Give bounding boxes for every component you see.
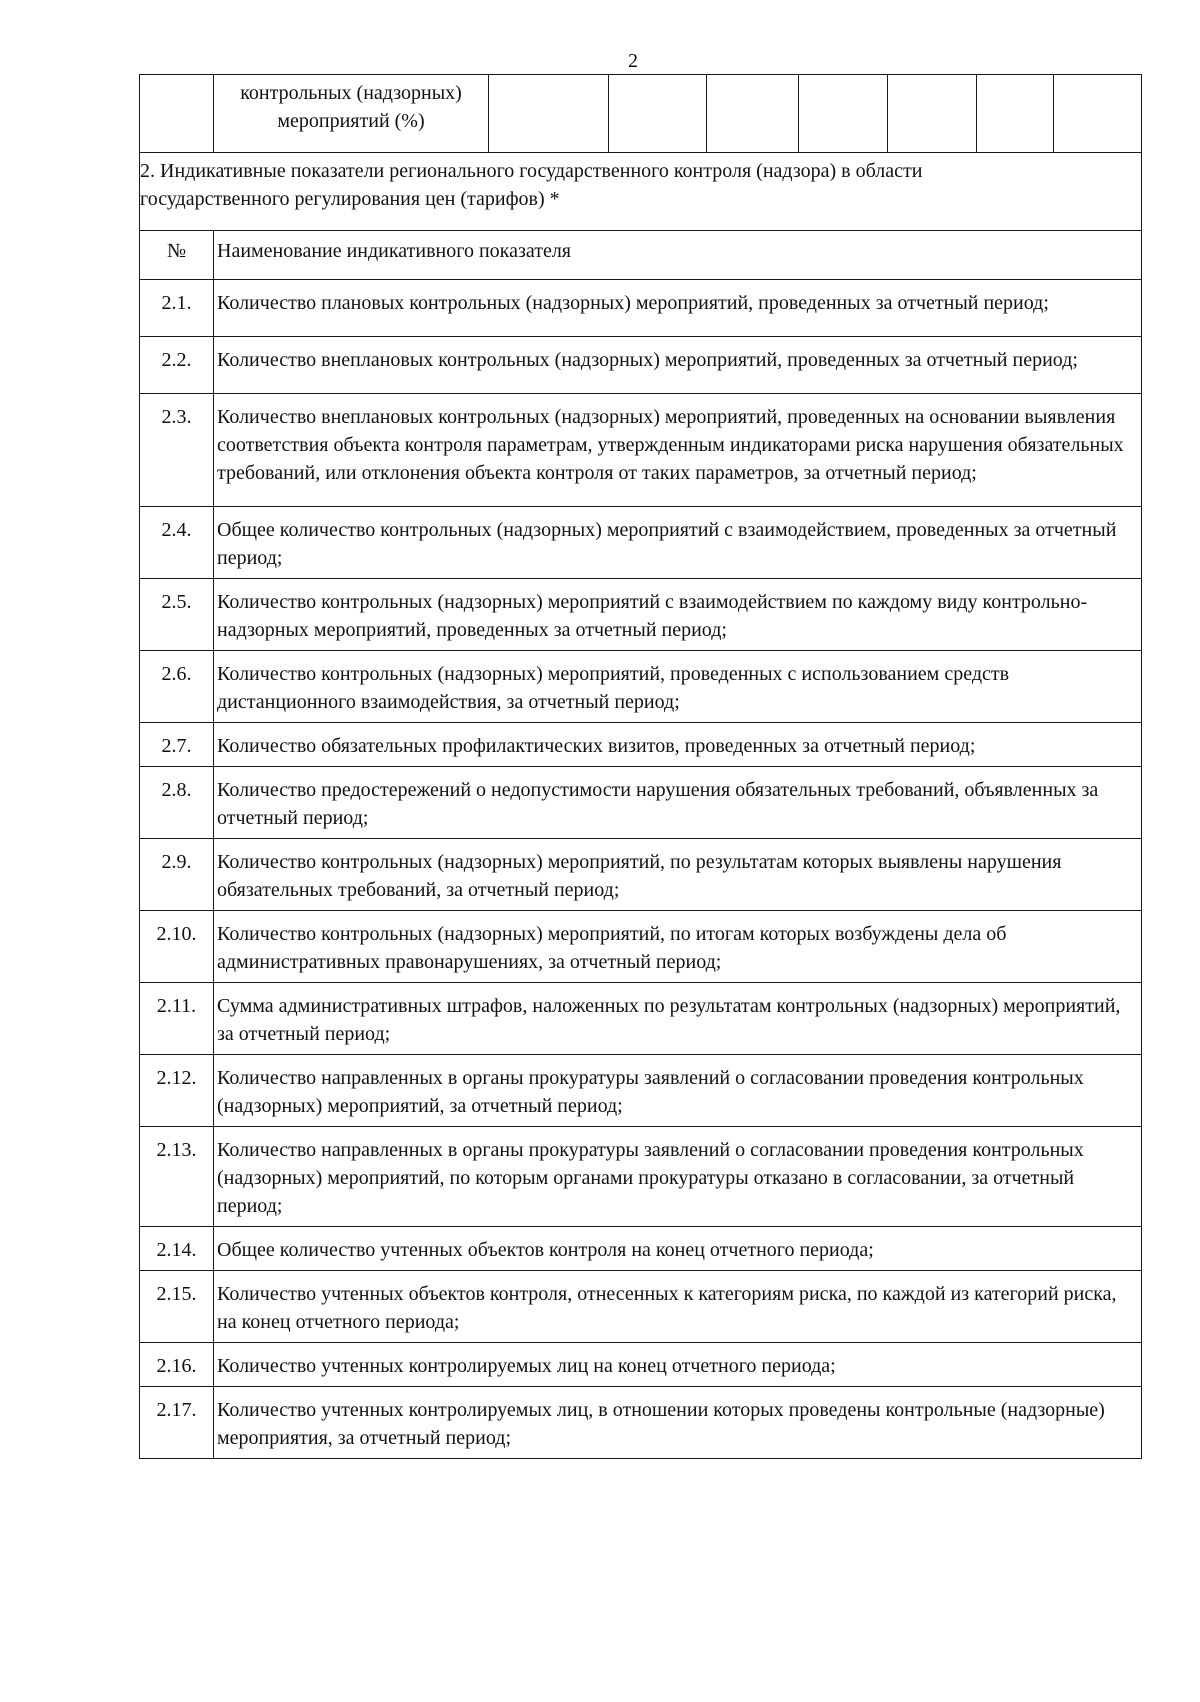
empty-cell bbox=[977, 75, 1054, 153]
table-row bbox=[140, 911, 1142, 983]
table-row bbox=[140, 1055, 1142, 1127]
empty-cell bbox=[707, 75, 799, 153]
row-number: 2.7. bbox=[140, 723, 214, 767]
table-row bbox=[140, 983, 1142, 1055]
row-number: 2.11. bbox=[140, 983, 214, 1055]
row-number: 2.10. bbox=[140, 911, 214, 983]
row-text: Количество контрольных (надзорных) мероприятий, по результатам которых выявлены нарушения обязательных требований, за отчетный период; bbox=[214, 839, 1142, 911]
table-row bbox=[140, 651, 1142, 723]
row-text: Количество контрольных (надзорных) мероприятий, по итогам которых возбуждены дела об административных правонарушениях, за отчетный период; bbox=[214, 911, 1142, 983]
empty-cell bbox=[799, 75, 888, 153]
table-row bbox=[140, 1271, 1142, 1343]
row-number: 2.5. bbox=[140, 579, 214, 651]
row-number: 2.1. bbox=[140, 280, 214, 337]
row-text: Количество плановых контрольных (надзорных) мероприятий, проведенных за отчетный период; bbox=[214, 280, 1142, 337]
row-number: 2.13. bbox=[140, 1127, 214, 1227]
table-row bbox=[140, 579, 1142, 651]
table-row bbox=[140, 723, 1142, 767]
continued-row-label bbox=[214, 75, 489, 153]
empty-cell bbox=[489, 75, 609, 153]
table-row bbox=[140, 507, 1142, 579]
row-text: Количество обязательных профилактических визитов, проведенных за отчетный период; bbox=[214, 723, 1142, 767]
row-number: 2.8. bbox=[140, 767, 214, 839]
row-number: 2.4. bbox=[140, 507, 214, 579]
row-text: Количество учтенных контролируемых лиц, в отношении которых проведены контрольные (надзорные) мероприятия, за отчетный период; bbox=[214, 1387, 1142, 1459]
row-number: 2.12. bbox=[140, 1055, 214, 1127]
section-title bbox=[140, 153, 1142, 231]
row-text: Общее количество учтенных объектов контроля на конец отчетного периода; bbox=[214, 1227, 1142, 1271]
row-text: Количество учтенных контролируемых лиц на конец отчетного периода; bbox=[214, 1343, 1142, 1387]
row-text: Количество контрольных (надзорных) мероприятий, проведенных с использованием средств дистанционного взаимодействия, за отчетный период; bbox=[214, 651, 1142, 723]
table-row bbox=[140, 394, 1142, 507]
table-row bbox=[140, 1387, 1142, 1459]
row-number: 2.14. bbox=[140, 1227, 214, 1271]
row-number: 2.2. bbox=[140, 337, 214, 394]
indicators-table bbox=[139, 74, 1142, 1459]
row-text: Количество внеплановых контрольных (надзорных) мероприятий, проведенных на основании выявления соответствия объекта контроля параметрам, утвержденным индикаторами риска нарушения обязательных требований, или отклонения объекта контроля от таких параметров, за отчетный период; bbox=[214, 394, 1142, 507]
page-number: 2 bbox=[628, 50, 638, 72]
section-title-row bbox=[140, 153, 1142, 231]
row-text: Сумма административных штрафов, наложенных по результатам контрольных (надзорных) мероприятий, за отчетный период; bbox=[214, 983, 1142, 1055]
row-number: 2.17. bbox=[140, 1387, 214, 1459]
table-row bbox=[140, 839, 1142, 911]
section-title-line-2: государственного регулирования цен (тарифов) * bbox=[140, 188, 560, 210]
row-number: 2.6. bbox=[140, 651, 214, 723]
row-number: 2.16. bbox=[140, 1343, 214, 1387]
row-text: Количество контрольных (надзорных) мероприятий с взаимодействием по каждому виду контрольно-надзорных мероприятий, проведенных за отчетный период; bbox=[214, 579, 1142, 651]
row-text: Количество направленных в органы прокуратуры заявлений о согласовании проведения контрольных (надзорных) мероприятий, за отчетный период; bbox=[214, 1055, 1142, 1127]
row-number: 2.15. bbox=[140, 1271, 214, 1343]
table-row bbox=[140, 1227, 1142, 1271]
row-text: Количество направленных в органы прокуратуры заявлений о согласовании проведения контрольных (надзорных) мероприятий, по которым органами прокуратуры отказано в согласовании, за отчетный период; bbox=[214, 1127, 1142, 1227]
table-row bbox=[140, 767, 1142, 839]
label-line-2: мероприятий (%) bbox=[277, 110, 425, 132]
empty-cell bbox=[888, 75, 977, 153]
row-text: Количество предостережений о недопустимости нарушения обязательных требований, объявленных за отчетный период; bbox=[214, 767, 1142, 839]
row-number: 2.9. bbox=[140, 839, 214, 911]
table-header-row bbox=[140, 231, 1142, 280]
table-row bbox=[140, 337, 1142, 394]
continued-row bbox=[140, 75, 1142, 153]
row-number: 2.3. bbox=[140, 394, 214, 507]
table-row bbox=[140, 280, 1142, 337]
row-text: Количество внеплановых контрольных (надзорных) мероприятий, проведенных за отчетный период; bbox=[214, 337, 1142, 394]
table-row bbox=[140, 1343, 1142, 1387]
empty-cell bbox=[140, 75, 214, 153]
empty-cell bbox=[609, 75, 707, 153]
row-text: Количество учтенных объектов контроля, отнесенных к категориям риска, по каждой из категорий риска, на конец отчетного периода; bbox=[214, 1271, 1142, 1343]
section-title-line-1: 2. Индикативные показатели регионального государственного контроля (надзора) в области bbox=[140, 160, 923, 182]
empty-cell bbox=[1054, 75, 1142, 153]
header-number: № bbox=[140, 231, 214, 280]
table-row bbox=[140, 1127, 1142, 1227]
header-name: Наименование индикативного показателя bbox=[214, 231, 1142, 280]
label-line-1: контрольных (надзорных) bbox=[240, 82, 462, 104]
row-text: Общее количество контрольных (надзорных) мероприятий с взаимодействием, проведенных за отчетный период; bbox=[214, 507, 1142, 579]
